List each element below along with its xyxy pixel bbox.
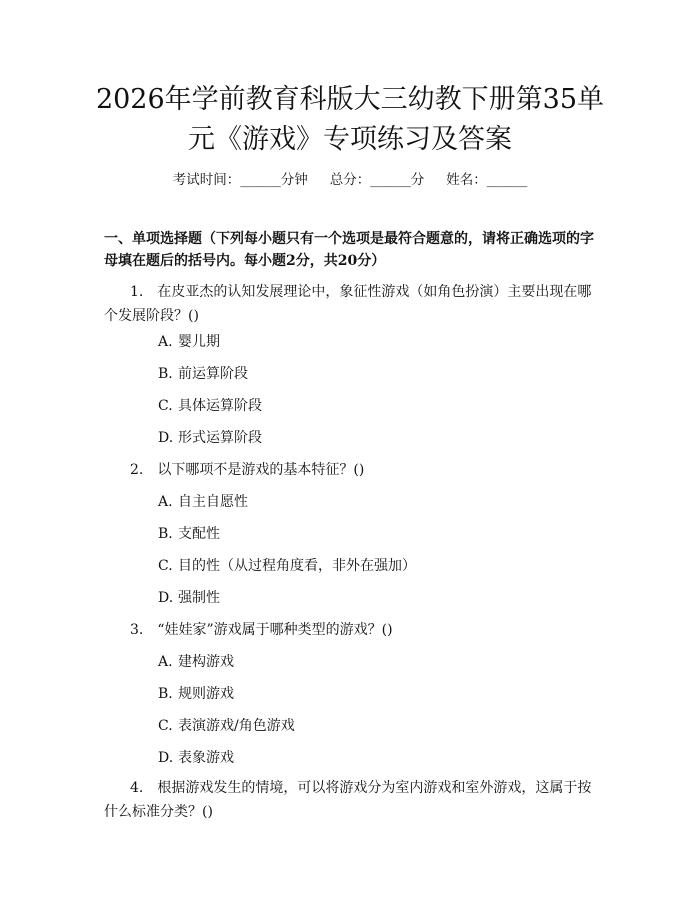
option-item xyxy=(158,396,262,416)
option-letter: D. xyxy=(158,430,174,446)
question-2 xyxy=(104,458,604,482)
option-letter: C. xyxy=(158,398,173,414)
option-letter: A. xyxy=(158,334,173,350)
option-item xyxy=(158,524,220,544)
option-text: 婴儿期 xyxy=(178,334,220,350)
question-number: 4. xyxy=(130,780,144,796)
question-text: 根据游戏发生的情境，可以将游戏分为室内游戏和室外游戏，这属于按什么标准分类？() xyxy=(104,780,592,820)
option-item xyxy=(158,428,262,448)
option-letter: A. xyxy=(158,654,173,670)
question-number: 3. xyxy=(130,622,144,638)
option-text: 形式运算阶段 xyxy=(178,430,262,446)
name-label: 姓名：______ xyxy=(446,172,528,188)
option-text: 表象游戏 xyxy=(178,750,234,766)
document-title: 2026年学前教育科版大三幼教下册第35单元《游戏》专项练习及答案 xyxy=(95,84,605,155)
total-score-label: 总分：______分 xyxy=(329,172,425,188)
question-text: “娃娃家”游戏属于哪种类型的游戏？() xyxy=(157,622,393,638)
option-text: 支配性 xyxy=(178,526,220,542)
option-text: 规则游戏 xyxy=(178,686,234,702)
question-text: 在皮亚杰的认知发展理论中，象征性游戏（如角色扮演）主要出现在哪个发展阶段？() xyxy=(104,284,592,324)
question-1 xyxy=(104,280,604,328)
option-item xyxy=(158,556,416,576)
option-letter: B. xyxy=(158,366,173,382)
option-item xyxy=(158,588,220,608)
exam-meta xyxy=(0,168,700,188)
option-letter: D. xyxy=(158,750,174,766)
option-letter: C. xyxy=(158,558,173,574)
option-item xyxy=(158,364,248,384)
exam-time-label: 考试时间：______分钟 xyxy=(172,172,308,188)
option-text: 前运算阶段 xyxy=(178,366,248,382)
option-item xyxy=(158,748,234,768)
option-text: 强制性 xyxy=(178,590,220,606)
option-letter: A. xyxy=(158,494,173,510)
option-item xyxy=(158,716,295,736)
option-item xyxy=(158,652,234,672)
option-item xyxy=(158,332,220,352)
question-number: 2. xyxy=(130,462,144,478)
option-letter: D. xyxy=(158,590,174,606)
option-letter: B. xyxy=(158,686,173,702)
option-text: 自主自愿性 xyxy=(178,494,248,510)
option-item xyxy=(158,684,234,704)
option-text: 具体运算阶段 xyxy=(178,398,262,414)
option-letter: C. xyxy=(158,718,173,734)
option-text: 目的性（从过程角度看，非外在强加） xyxy=(178,558,416,574)
question-number: 1. xyxy=(130,284,144,300)
question-text: 以下哪项不是游戏的基本特征？() xyxy=(157,462,365,478)
option-text: 建构游戏 xyxy=(178,654,234,670)
question-4 xyxy=(104,776,604,824)
option-letter: B. xyxy=(158,526,173,542)
option-item xyxy=(158,492,248,512)
question-3 xyxy=(104,618,604,642)
section-heading: 一、单项选择题（下列每小题只有一个选项是最符合题意的，请将正确选项的字母填在题后的括号内。每小题2分，共20分） xyxy=(104,231,594,269)
option-text: 表演游戏/角色游戏 xyxy=(178,718,295,734)
